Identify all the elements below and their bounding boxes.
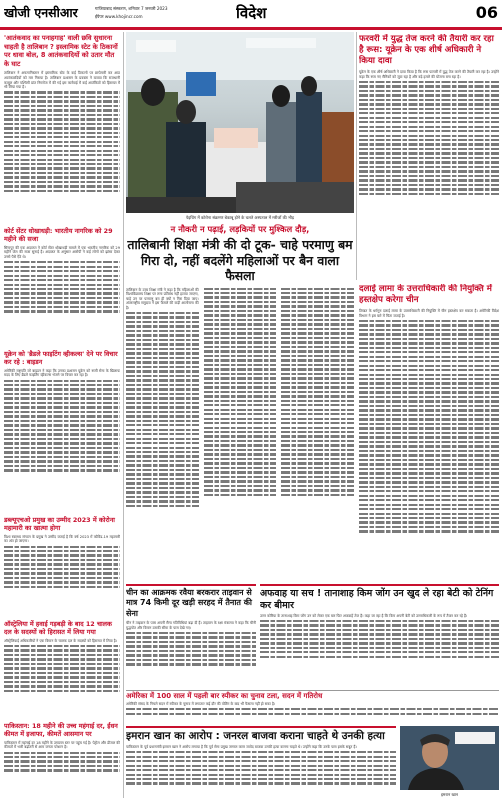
headline: चीन का आक्रमक रवैया बरकरार ताइवान से मात्र 74 किमी दूर खड़ी सरहद में तैनात की सेना (126, 588, 252, 618)
paragraph: तिब्बत के धर्मगुरु दलाई लामा के उत्तराधिकारी की नियुक्ति में चीन हस्तक्षेप कर सकता है। अमेरिकी विदेश विभाग ने इस बारे में चिंता जताई है। (359, 309, 499, 318)
headline: अमेरिका में 100 साल में पहली बार स्पीकर का चुनाव टला, सदन में गतिरोध (126, 692, 323, 700)
body-text (359, 70, 499, 195)
story-us-speaker (126, 690, 499, 725)
story-taliban-main (126, 224, 354, 580)
section-title: विदेश (236, 4, 267, 22)
body-text (4, 741, 120, 772)
story-pakistan-fuel (4, 722, 120, 798)
paragraph: पाकिस्तान के पूर्व प्रधानमंत्री इमरान खान ने आरोप लगाया है कि पूर्व सेना प्रमुख जनरल कमर जावेद बाजवा उनकी हत्या कराना चाहते थे। उन्होंने कहा कि उनके पास इसके सबूत हैं। (126, 745, 357, 749)
body-columns (126, 288, 354, 510)
masthead-meta-line1: गाजियाबाद संस्करण, शनिवार 7 जनवरी 2023 (95, 6, 168, 11)
body-text (4, 535, 120, 588)
body-text (260, 614, 499, 658)
portrait-illustration (400, 726, 499, 790)
photo-caption: पेइचिंग में कोरोना संक्रमण बेकाबू होने के चलते अस्पताल में मरीजों की भीड़ (186, 215, 294, 220)
body-text (4, 639, 120, 692)
masthead-left-label: खोजी एनसीआर (4, 5, 78, 20)
headline: दलाई लामा के उत्तराधिकारी की नियुक्ति में हस्तक्षेप करेगा चीन (359, 284, 492, 305)
masthead-meta-line2: ईपेपर www.khojincr.com (95, 14, 143, 19)
paragraph: तालिबान ने अफगानिस्तान में इस्लामिक स्टेट के कई ठिकानों पर छापेमारी कर आठ आतंकवादियों को मार गिराया है। तालिबान प्रशासन के प्रवक्ता ने बताया कि राजधानी काबुल और पश्चिमी प्रांत निमरोज में की गई इस कार्रवाई में कई आतंकियों को हिरासत में भी लिया गया है। (4, 71, 120, 90)
photo-illustration (126, 32, 354, 213)
kicker: न नौकरी न पढ़ाई, लड़कियों पर मुश्किल दौड़, (170, 224, 310, 234)
headline: अफवाह या सच ! तानाशाह किम जोंग उन खुद ले रहा बेटी को टेनिंग कर बीमार (260, 588, 494, 611)
headline: यूक्रेन को 'ब्रैडले फाइटिंग व्हीकल्स' देने पर विचार कर रहे : बाइडन (4, 350, 118, 367)
story-biden (4, 350, 120, 512)
body-text (4, 369, 120, 472)
body-column (281, 288, 354, 510)
headline: इमरान खान का आरोप : जनरल बाजवा कराना चाहते थे उनकी हत्या (126, 730, 385, 742)
headline: कोर्ट सेंटर धोखाधड़ी: भारतीय नागरिक को 29 महीने की सजा (4, 227, 113, 244)
headline: पाकिस्तान: 18 महीने की उच्च महंगाई दर, ईंधन कीमत में इजाफा, कीमतें आसमान पर (4, 722, 118, 739)
body-text (126, 745, 396, 785)
story-australia (4, 620, 120, 718)
body-column (204, 288, 277, 510)
story-who (4, 516, 120, 616)
imran-caption: इमरान खान (440, 792, 459, 797)
headline: 'आतंकवाद का पनाहगाह' वाली छवि सुधारना चाहती है तालिबान ? इस्लामिक स्टेट के ठिकानों पर धावा बोल, 8 आतंकवादियों को उतार मौत के घाट (4, 34, 118, 68)
story-imran (126, 726, 396, 800)
paragraph: उत्तर कोरिया के तानाशाह किम जोंग उन को लेकर एक बार फिर अफवाहें तेज हैं। कहा जा रहा है कि किम अपनी बेटी को उत्तराधिकारी के रूप में तैयार कर रहे हैं। (260, 613, 468, 618)
headline: फरवरी में युद्ध तेज करने की तैयारी कर रहा है रूस: यूक्रेन के एक शीर्ष अधिकारी ने किया दावा (359, 34, 494, 66)
imran-photo (400, 726, 499, 790)
story-china-taiwan (126, 584, 256, 690)
paragraph: पाकिस्तान में महंगाई दर 18 महीने के उच्चतम स्तर पर पहुंच गई है। पेट्रोल और डीजल की कीमतों में भारी बढ़ोतरी से आम जनता परेशान है। (4, 740, 120, 750)
story-kim (260, 584, 499, 690)
body-text (4, 246, 120, 313)
column-divider (356, 32, 357, 280)
paragraph: सिंगापुर की एक अदालत ने कोर्ट सेंटर धोखाधड़ी मामले में एक भारतीय नागरिक को 29 महीने जेल की सजा सुनाई है। अदालत के अनुसार आरोपी ने कई लोगों को झांसा देकर उनसे पैसे ऐंठे थे। (4, 245, 120, 259)
paragraph: अमेरिकी राष्ट्रपति जो बाइडन ने कहा कि उनका प्रशासन यूक्रेन को रूसी सेना के खिलाफ मदद के लिए ब्रैडले फाइटिंग व्हीकल्स भेजने पर विचार कर रहा है। (4, 368, 120, 378)
story-court (4, 227, 120, 345)
story-taliban-is (4, 34, 120, 224)
paragraph: ऑस्ट्रेलियाई अधिकारियों ने एक विमान के चालक दल के सदस्यों को हिरासत में लिया है। (4, 638, 117, 643)
body-text (359, 309, 499, 533)
paragraph: अमेरिकी संसद के निचले सदन में स्पीकर के चुनाव में लगातार कई दौर की वोटिंग के बाद भी फैसला नहीं हो सका है। (126, 702, 276, 706)
hospital-photo (126, 32, 354, 213)
story-russia-war (359, 34, 499, 280)
headline: डब्ल्यूएचओ प्रमुख का उम्मीद 2023 में कोरोना महामारी का खात्मा होगा (4, 516, 115, 533)
body-text (126, 621, 256, 665)
paragraph: चीन ने ताइवान के पास अपनी सैन्य गतिविधियां बढ़ा दी हैं। ताइवान के रक्षा मंत्रालय ने कहा कि चीनी युद्धपोत और विमान उसकी सीमा के पास देखे गए। (126, 621, 256, 630)
body-text (126, 702, 499, 715)
header-rule (0, 27, 502, 30)
body-column (126, 288, 199, 510)
body-text (4, 71, 120, 192)
page-number: 06 (475, 3, 498, 22)
story-dalai-lama (359, 284, 499, 580)
paragraph: विश्व स्वास्थ्य संगठन के प्रमुख ने उम्मीद जताई है कि वर्ष 2023 में कोविड-19 महामारी का अंत हो जाएगा। (4, 534, 120, 544)
main-headline: तालिबानी शिक्षा मंत्री की दो टूक- चाहे परमाणु बम गिरा दो, नहीं बदलेंगे महिलाओं पर बैन वाला फैसला (127, 237, 353, 283)
paragraph: यूक्रेन के एक शीर्ष अधिकारी ने दावा किया है कि रूस फरवरी में युद्ध तेज करने की तैयारी कर रहा है। उन्होंने कहा कि रूस नए सैनिकों को जुटा रहा है और बड़े हमले की योजना बना रहा है। (359, 70, 499, 79)
column-divider (123, 32, 124, 798)
headline: ऑस्ट्रेलिया में हवाई गड़बड़ी के बाद 12 चालक दल के सदस्यों को हिरासत में लिया गया (4, 620, 112, 637)
paragraph: तालिबान के उच्च शिक्षा मंत्री ने कहा है कि महिलाओं की विश्वविद्यालय शिक्षा पर लगा प्रतिबंध नहीं हटाया जाएगा, चाहे उन पर परमाणु बम ही क्यों न गिरा दिया जाए। अंतरराष्ट्रीय समुदाय ने इस फैसले की कड़ी आलोचना की है। (126, 287, 199, 310)
masthead (0, 0, 502, 30)
